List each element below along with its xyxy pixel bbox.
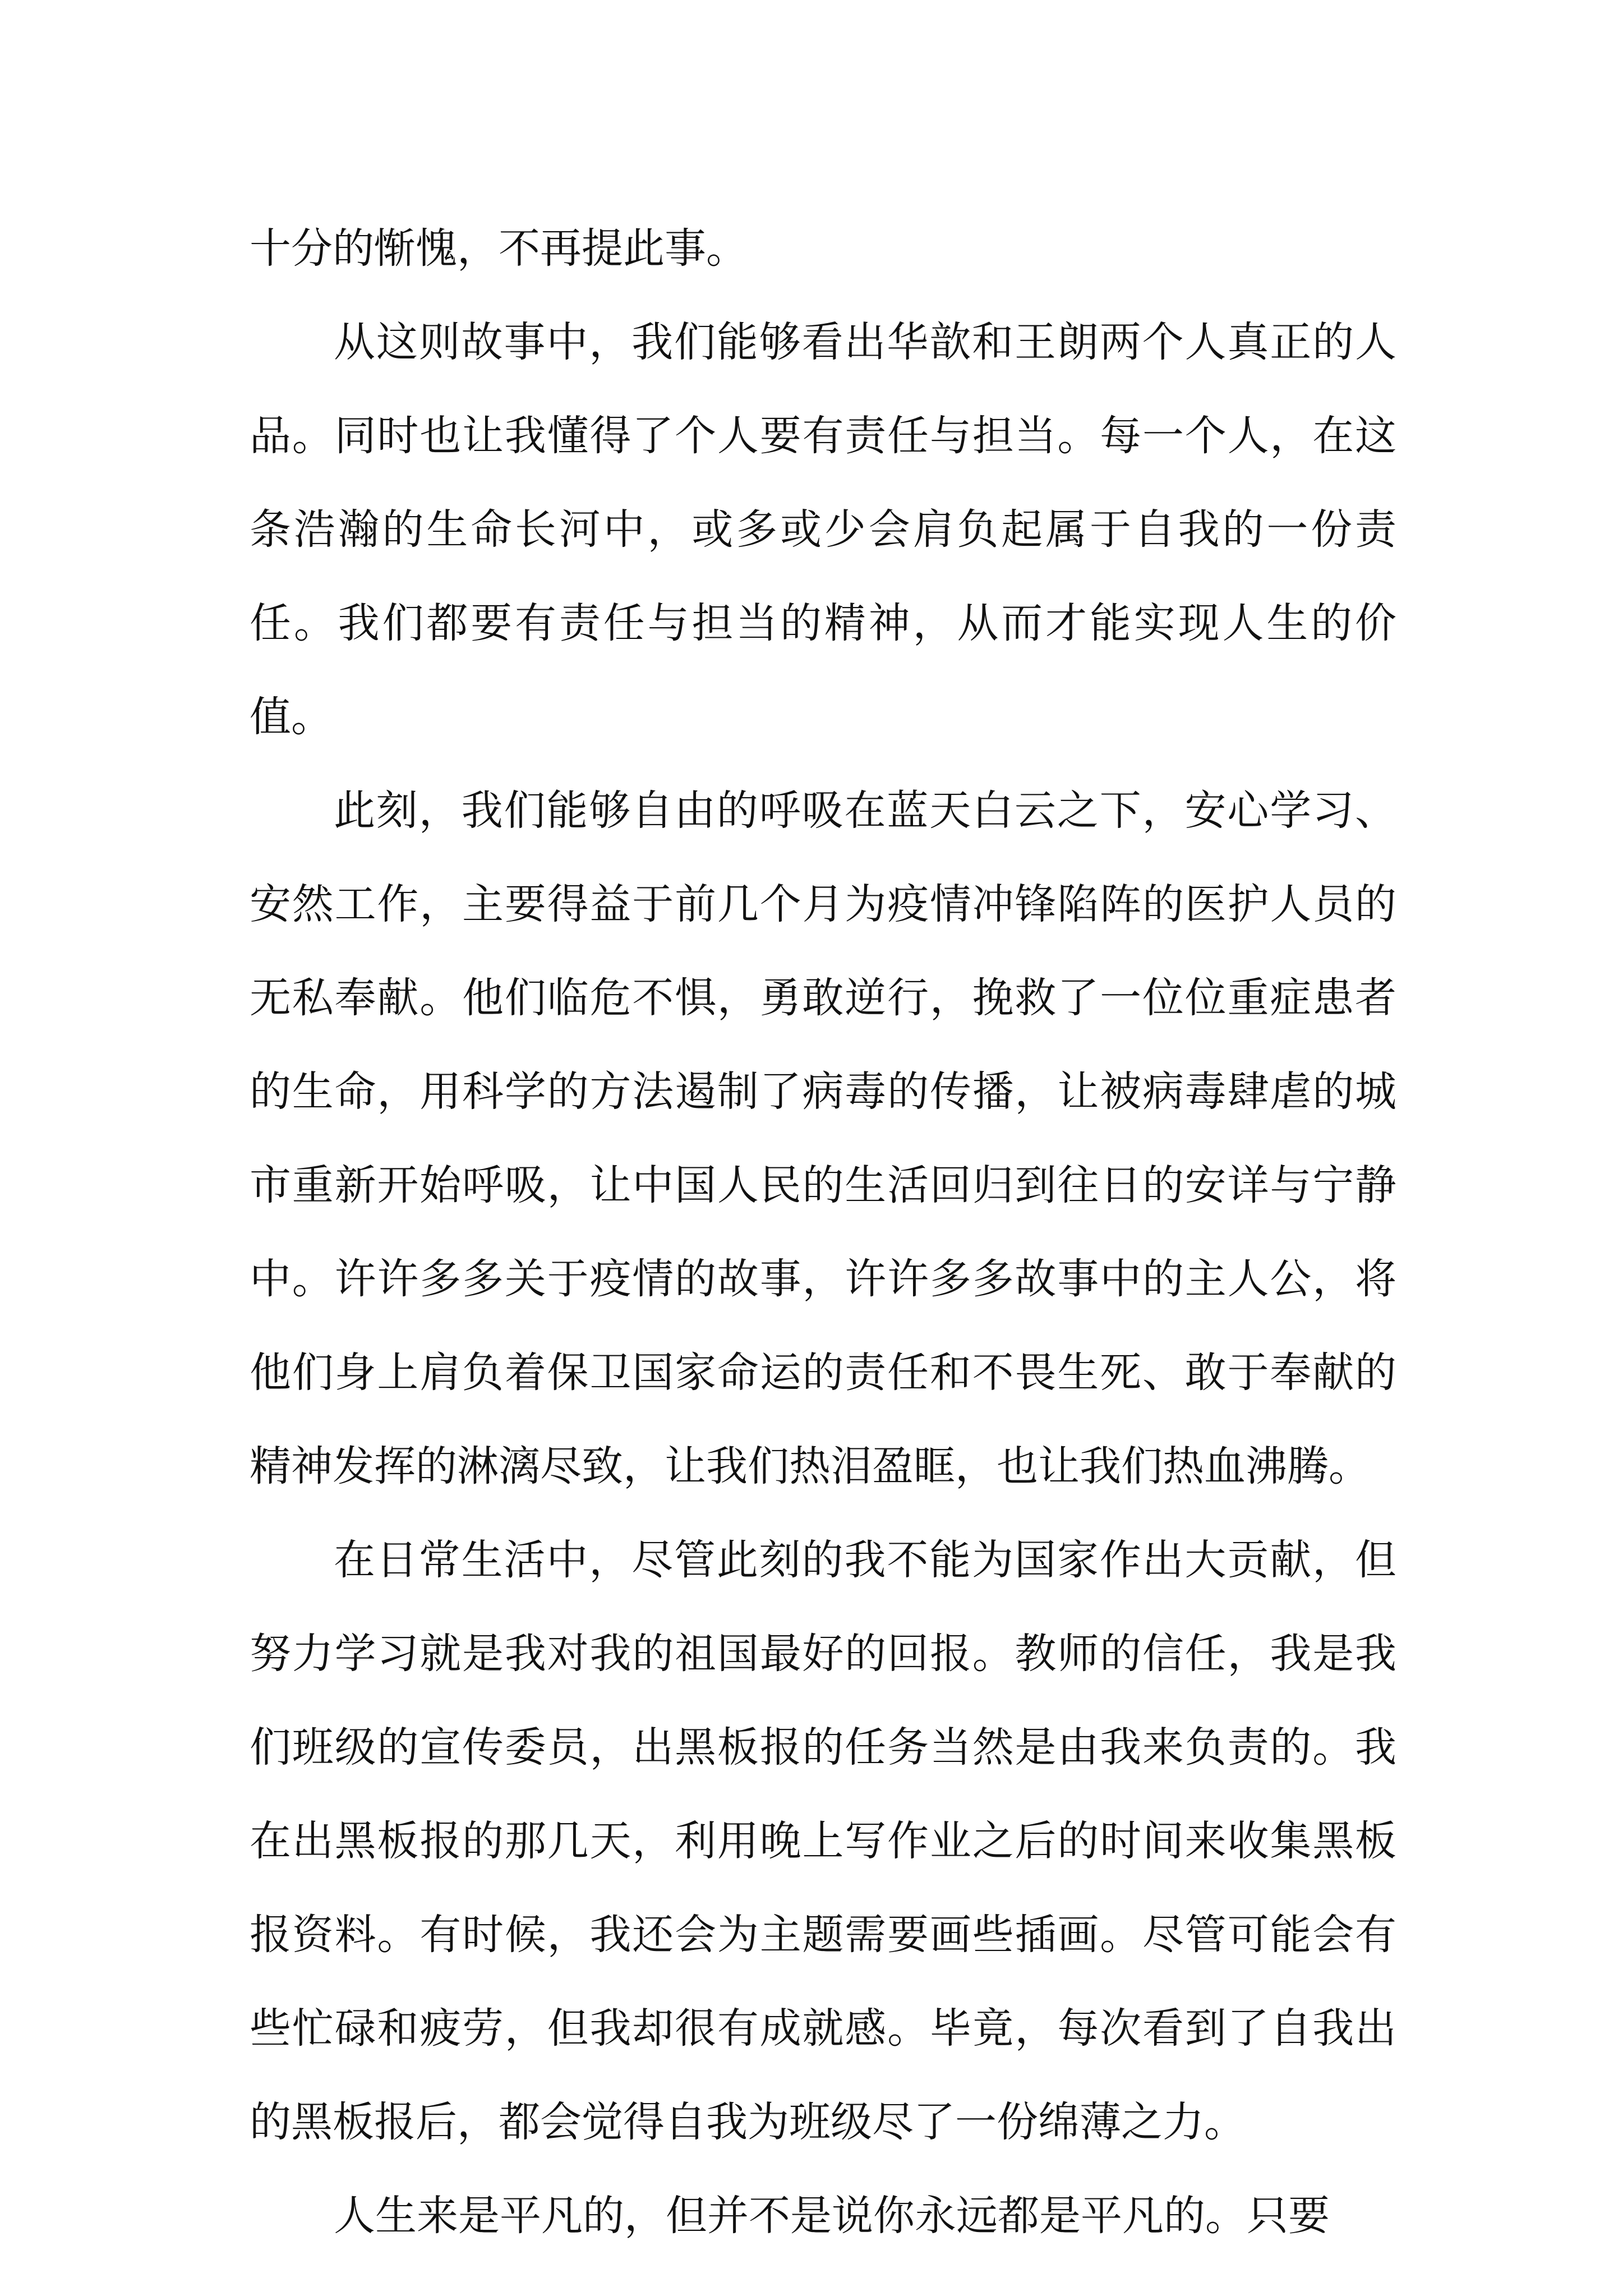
document-page [250,202,1396,2263]
paragraph-story-lesson: 从这则故事中，我们能够看出华歆和王朗两个人真正的人品。同时也让我懂得了个人要有责任与担当。每一个人，在这条浩瀚的生命长河中，或多或少会肩负起属于自我的一份责任。我们都要有责任与担当的精神，从而才能实现人生的价值。 [250,318,1396,741]
paragraph-medical-workers: 此刻，我们能够自由的呼吸在蓝天白云之下，安心学习、安然工作，主要得益于前几个月为疫情冲锋陷阵的医护人员的无私奉献。他们临危不惧，勇敢逆行，挽救了一位位重症患者的生命，用科学的方法遏制了病毒的传播，让被病毒肆虐的城市重新开始呼吸，让中国人民的生活回归到往日的安详与宁静中。许许多多关于疫情的故事，许许多多故事中的主人公，将他们身上肩负着保卫国家命运的责任和不畏生死、敢于奉献的精神发挥的淋漓尽致，让我们热泪盈眶，也让我们热血沸腾。 [250,786,1396,1490]
paragraph-daily-life: 在日常生活中，尽管此刻的我不能为国家作出大贡献，但努力学习就是我对我的祖国最好的回报。教师的信任，我是我们班级的宣传委员，出黑板报的任务当然是由我来负责的。我在出黑板报的那几天，利用晚上写作业之后的时间来收集黑板报资料。有时候，我还会为主题需要画些插画。尽管可能会有些忙碌和疲劳，但我却很有成就感。毕竟，每次看到了自我出的黑板报后，都会觉得自我为班级尽了一份绵薄之力。 [250,1536,1396,2146]
paragraph-continuation: 十分的惭愧，不再提此事。 [250,224,748,273]
paragraph-ordinary-life: 人生来是平凡的，但并不是说你永远都是平凡的。只要 [334,2192,1330,2240]
